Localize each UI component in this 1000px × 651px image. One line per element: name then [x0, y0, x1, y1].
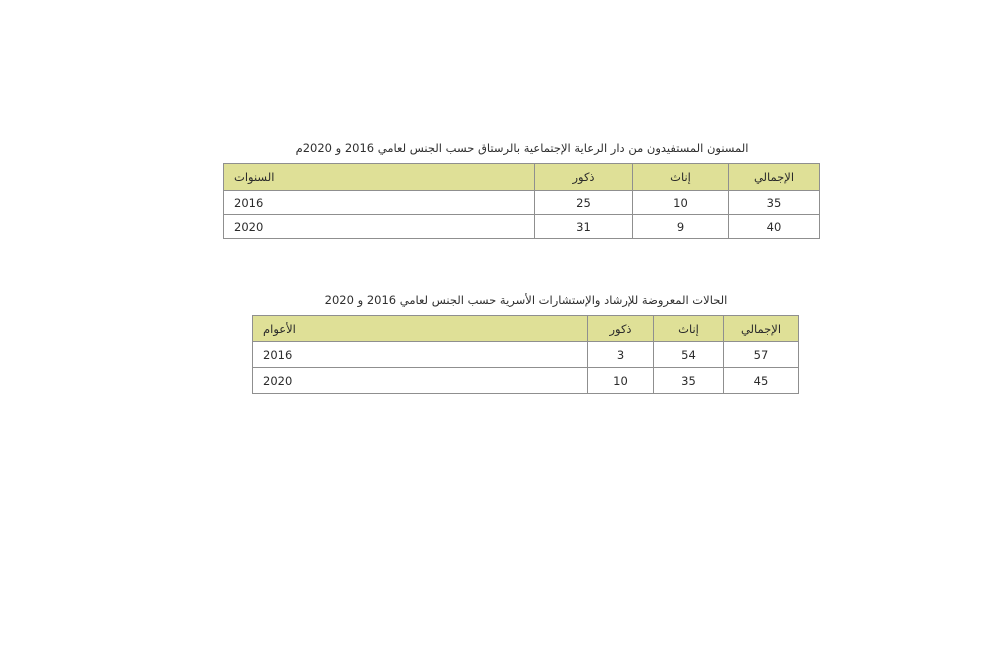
table-block-family-counseling [253, 292, 799, 394]
data-table-family-counseling [252, 315, 799, 394]
cell-male: 10 [588, 368, 654, 394]
column-header-year: الأعوام [253, 316, 588, 342]
table-caption: الحالات المعروضة للإرشاد والإستشارات الأسرية حسب الجنس لعامي 2016 و 2020 [324, 293, 728, 307]
table-row [224, 191, 820, 215]
column-header-total: الإجمالي [729, 164, 820, 191]
column-header-year: السنوات [224, 164, 535, 191]
table-caption: المسنون المستفيدون من دار الرعاية الإجتماعية بالرستاق حسب الجنس لعامي 2016 و 2020م [295, 141, 749, 155]
cell-female: 54 [654, 342, 724, 368]
table-row [253, 368, 799, 394]
cell-female: 9 [633, 215, 729, 239]
column-header-male: ذكور [588, 316, 654, 342]
table-row [253, 342, 799, 368]
cell-year: 2020 [224, 215, 535, 239]
table-header-row [224, 164, 820, 191]
table-body [253, 342, 799, 394]
cell-year: 2020 [253, 368, 588, 394]
cell-female: 10 [633, 191, 729, 215]
cell-male: 25 [535, 191, 633, 215]
table-header [253, 316, 799, 342]
data-table-elderly-care [223, 163, 820, 239]
table-body [224, 191, 820, 239]
table-header-row [253, 316, 799, 342]
table-row [224, 215, 820, 239]
cell-total: 35 [729, 191, 820, 215]
cell-total: 57 [724, 342, 799, 368]
column-header-female: إناث [633, 164, 729, 191]
cell-male: 3 [588, 342, 654, 368]
column-header-male: ذكور [535, 164, 633, 191]
cell-year: 2016 [224, 191, 535, 215]
cell-female: 35 [654, 368, 724, 394]
column-header-total: الإجمالي [724, 316, 799, 342]
cell-year: 2016 [253, 342, 588, 368]
cell-total: 40 [729, 215, 820, 239]
column-header-female: إناث [654, 316, 724, 342]
table-block-elderly-care [224, 140, 820, 239]
cell-male: 31 [535, 215, 633, 239]
cell-total: 45 [724, 368, 799, 394]
table-header [224, 164, 820, 191]
